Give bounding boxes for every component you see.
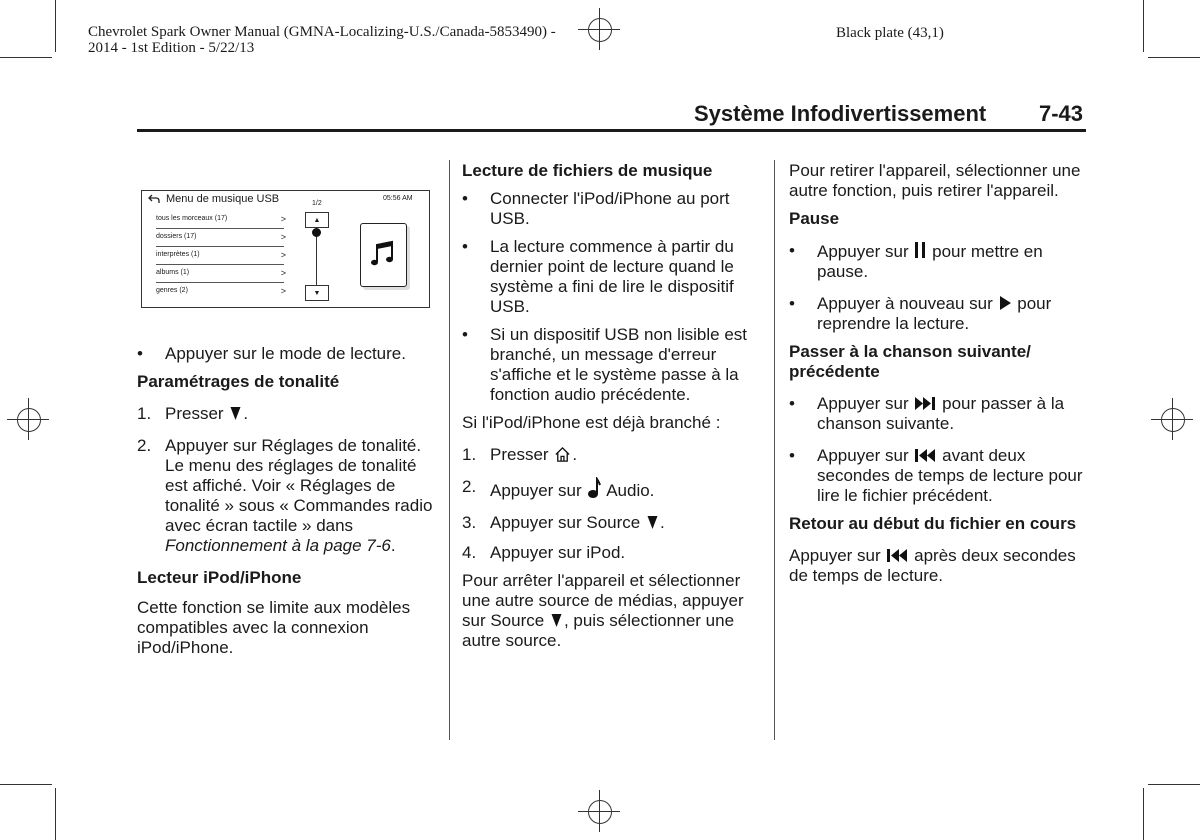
crop-mark	[1143, 0, 1144, 52]
list-item: 3. Appuyer sur Source .	[462, 513, 665, 532]
list-item[interactable]: genres (2) >	[156, 286, 286, 296]
remove-device-text: Pour retirer l'appareil, sélectionner une autre fonction, puis retirer l'appareil.	[789, 161, 1081, 200]
home-icon	[554, 446, 571, 463]
crop-mark	[0, 784, 52, 785]
music-files-heading: Lecture de fichiers de musique	[462, 161, 713, 180]
ipod-description: Cette fonction se limite aux modèles compatibles avec la connexion iPod/iPhone.	[137, 598, 411, 657]
list-item: • Appuyer sur pour mettre en pause.	[789, 241, 1043, 281]
header-rule	[137, 129, 1086, 132]
list-item: 4. Appuyer sur iPod.	[462, 543, 626, 562]
crop-mark	[1148, 784, 1200, 785]
print-header-line2: 2014 - 1st Edition - 5/22/13	[88, 40, 255, 56]
column-right	[789, 161, 1089, 586]
next-track-heading: Passer à la chanson suivante/ précédente	[789, 342, 1031, 381]
crop-mark	[55, 0, 56, 52]
list-item: 1. Presser .	[462, 445, 578, 464]
crop-mark	[1148, 57, 1200, 58]
column-divider	[449, 160, 450, 740]
screen-page-indicator: 1/2	[312, 200, 322, 207]
list-item: 1. Presser .	[137, 404, 249, 423]
list-item[interactable]: interprètes (1) >	[156, 247, 284, 265]
album-art	[360, 223, 407, 287]
registration-mark-icon	[1161, 408, 1185, 432]
previous-track-icon	[914, 448, 936, 463]
registration-mark-icon	[588, 18, 612, 42]
list-item: • Appuyer sur pour passer à la chanson suivante.	[789, 394, 1065, 433]
down-triangle-icon	[646, 515, 659, 530]
list-item: • Si un dispositif USB non lisible est branché, un message d'erreur s'affiche et le système passe à la fonction audio précédente.	[462, 325, 748, 404]
list-item: • Connecter l'iPod/iPhone au port USB.	[462, 189, 730, 228]
down-triangle-icon	[229, 406, 242, 421]
registration-mark-icon	[588, 800, 612, 824]
column-divider	[774, 160, 775, 740]
plate-label: Black plate (43,1)	[836, 25, 944, 41]
restart-heading: Retour au début du fichier en cours	[789, 514, 1077, 533]
list-item[interactable]: tous les morceaux (17) >	[156, 211, 284, 229]
pause-heading: Pause	[789, 209, 840, 228]
back-arrow-icon	[148, 194, 160, 204]
tone-heading: Paramétrages de tonalité	[137, 372, 340, 391]
list-item[interactable]: dossiers (17) >	[156, 229, 284, 247]
down-triangle-icon	[550, 613, 563, 628]
play-icon	[999, 295, 1012, 311]
registration-mark-icon	[17, 408, 41, 432]
pause-icon	[914, 241, 926, 259]
print-header-line1: Chevrolet Spark Owner Manual (GMNA-Localizing-U.S./Canada-5853490) -	[88, 24, 556, 40]
already-connected-text: Si l'iPod/iPhone est déjà branché :	[462, 413, 721, 432]
list-item[interactable]: albums (1) >	[156, 265, 284, 283]
music-note-icon	[587, 477, 601, 499]
cross-reference: Fonctionnement à la page 7-6	[165, 536, 391, 555]
crop-mark	[55, 788, 56, 840]
usb-music-menu-screen	[141, 190, 430, 308]
list-item: • Appuyer sur le mode de lecture.	[137, 344, 406, 363]
ipod-heading: Lecteur iPod/iPhone	[137, 568, 302, 587]
previous-track-icon	[886, 548, 908, 563]
list-item: 2. Appuyer sur Réglages de tonalité. Le menu des réglages de tonalité est affiché. Voir « Réglages de tonalité » sous « Commandes radio avec écran tactile » dans Fonctionnement à la page 7-6.	[137, 436, 433, 555]
screen-title: Menu de musique USB	[166, 193, 280, 205]
scroll-down-button[interactable]: ▼	[305, 285, 329, 301]
scrollbar-thumb[interactable]	[312, 228, 321, 237]
screen-time: 05:56 AM	[383, 195, 413, 202]
page-number: 7-43	[1039, 101, 1084, 126]
restart-instructions: Appuyer sur après deux secondes de temps de lecture.	[789, 546, 1076, 585]
next-track-icon	[914, 396, 936, 411]
section-title: Système Infodivertissement	[694, 101, 987, 126]
music-note-icon	[370, 240, 396, 268]
list-item: • Appuyer sur avant deux secondes de temps de lecture pour lire le fichier précédent.	[789, 446, 1083, 505]
stop-instructions: Pour arrêter l'appareil et sélectionner une autre source de médias, appuyer sur Source , puis sélectionner une autre source.	[462, 571, 744, 650]
crop-mark	[1143, 788, 1144, 840]
list-item: 2. Appuyer sur Audio.	[462, 477, 655, 500]
column-left	[137, 344, 437, 658]
list-item: • Appuyer à nouveau sur pour reprendre la lecture.	[789, 294, 1052, 333]
column-middle	[462, 161, 760, 651]
list-item: • La lecture commence à partir du dernier point de lecture quand le système a fini de lire le dispositif USB.	[462, 237, 734, 316]
crop-mark	[0, 57, 52, 58]
scroll-up-button[interactable]: ▲	[305, 212, 329, 228]
